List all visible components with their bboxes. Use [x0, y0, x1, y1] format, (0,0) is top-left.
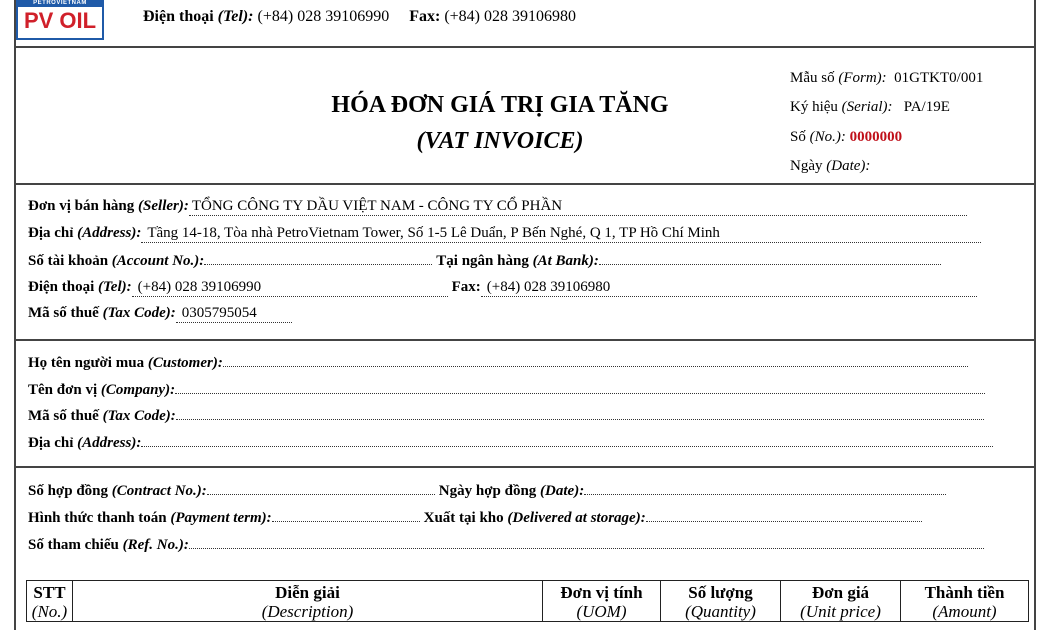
logo-name: PV OIL: [23, 8, 97, 33]
ref-label: Số tham chiếu (Ref. No.):: [28, 537, 189, 553]
seller-tel-value: (+84) 028 39106990: [132, 279, 448, 297]
header-contact: [143, 8, 576, 26]
seller-name-row: [28, 198, 967, 216]
contract-date-field[interactable]: [584, 482, 946, 495]
meta-no-label: Số: [790, 129, 806, 145]
meta-serial-label: Ký hiệu: [790, 99, 838, 115]
buyer-company-label: Tên đơn vị (Company):: [28, 382, 176, 398]
meta-form-label: Mẫu số: [790, 70, 835, 86]
contract-row: [28, 482, 946, 500]
seller-address-label: Địa chỉ (Address):: [28, 225, 142, 241]
meta-serial: [790, 99, 950, 116]
invoice-title-en: (VAT INVOICE): [416, 128, 584, 154]
buyer-customer-label: Họ tên người mua (Customer):: [28, 355, 223, 371]
seller-account-label: Số tài khoản (Account No.):: [28, 253, 205, 269]
seller-name-value: TỔNG CÔNG TY DẦU VIỆT NAM - CÔNG TY CỔ PHẦN: [189, 198, 967, 216]
seller-bank-label: Tại ngân hàng (At Bank):: [436, 253, 599, 269]
buyer-tax-row: [28, 407, 984, 425]
seller-fax-value: (+84) 028 39106980: [481, 279, 977, 297]
divider-buyer: [14, 466, 1036, 468]
meta-form: [790, 70, 983, 87]
seller-account-row: [28, 252, 941, 270]
frame-left: [14, 0, 16, 630]
buyer-address-label: Địa chỉ (Address):: [28, 435, 142, 451]
seller-bank-field[interactable]: [599, 252, 941, 265]
col-quantity: Số lượng (Quantity): [661, 581, 781, 622]
col-uom: Đơn vị tính (UOM): [543, 581, 661, 622]
meta-form-en: (Form):: [838, 70, 887, 86]
items-table: [26, 580, 1029, 622]
storage-field[interactable]: [646, 509, 922, 522]
payment-row: [28, 509, 922, 527]
seller-address-value: Tầng 14-18, Tòa nhà PetroVietnam Tower, Số 1-5 Lê Duẩn, P Bến Nghé, Q 1, TP Hồ Chí Minh: [141, 225, 981, 243]
buyer-customer-field[interactable]: [223, 354, 968, 367]
col-amount: Thành tiền (Amount): [901, 581, 1029, 622]
storage-label: Xuất tại kho (Delivered at storage):: [423, 510, 646, 526]
buyer-tax-field[interactable]: [176, 407, 984, 420]
buyer-customer-row: [28, 354, 968, 372]
ref-row: [28, 536, 984, 554]
meta-date-label: Ngày: [790, 158, 823, 174]
payment-term-label: Hình thức thanh toán (Payment term):: [28, 510, 272, 526]
meta-form-value: 01GTKT0/001: [894, 70, 984, 86]
header-tel-label: Điện thoại: [143, 8, 214, 25]
seller-tax-label: Mã số thuế (Tax Code):: [28, 305, 176, 321]
buyer-tax-label: Mã số thuế (Tax Code):: [28, 408, 176, 424]
pvoil-logo: [16, 0, 104, 40]
meta-date: [790, 158, 870, 175]
header-tel-en: (Tel):: [217, 8, 254, 25]
divider-seller: [14, 339, 1036, 341]
meta-no-en: (No.):: [809, 129, 846, 145]
header-tel-value: (+84) 028 39106990: [257, 8, 390, 25]
meta-serial-en: (Serial):: [841, 99, 893, 115]
payment-term-field[interactable]: [272, 509, 420, 522]
seller-tax-value: 0305795054: [176, 305, 292, 323]
buyer-company-field[interactable]: [175, 381, 985, 394]
invoice-title: HÓA ĐƠN GIÁ TRỊ GIA TĂNG: [331, 92, 669, 118]
col-no: STT (No.): [27, 581, 73, 622]
buyer-address-row: [28, 434, 993, 452]
seller-account-field[interactable]: [204, 252, 432, 265]
seller-address-row: [28, 225, 981, 243]
buyer-address-field[interactable]: [141, 434, 993, 447]
items-header-row: [27, 581, 1029, 622]
seller-fax-label: Fax:: [451, 279, 481, 295]
logo-band: PETROVIETNAM: [18, 0, 102, 7]
meta-serial-value: PA/19E: [903, 99, 950, 115]
header-fax-value: (+84) 028 39106980: [444, 8, 576, 25]
meta-date-en: (Date):: [826, 158, 871, 174]
seller-tel-row: [28, 279, 977, 297]
meta-no-value: 0000000: [849, 129, 903, 145]
divider-title: [14, 183, 1036, 185]
col-unit-price: Đơn giá (Unit price): [781, 581, 901, 622]
contract-date-label: Ngày hợp đồng (Date):: [438, 483, 585, 499]
divider-header: [14, 46, 1036, 48]
ref-field[interactable]: [189, 536, 984, 549]
header-fax-label: Fax:: [409, 8, 441, 25]
contract-no-label: Số hợp đồng (Contract No.):: [28, 483, 207, 499]
col-description: Diễn giải (Description): [73, 581, 543, 622]
seller-tax-row: [28, 305, 292, 323]
seller-tel-label: Điện thoại (Tel):: [28, 279, 132, 295]
meta-number: [790, 129, 902, 146]
contract-no-field[interactable]: [207, 482, 435, 495]
frame-right: [1034, 0, 1036, 630]
buyer-company-row: [28, 381, 985, 399]
seller-name-label: Đơn vị bán hàng (Seller):: [28, 198, 189, 214]
